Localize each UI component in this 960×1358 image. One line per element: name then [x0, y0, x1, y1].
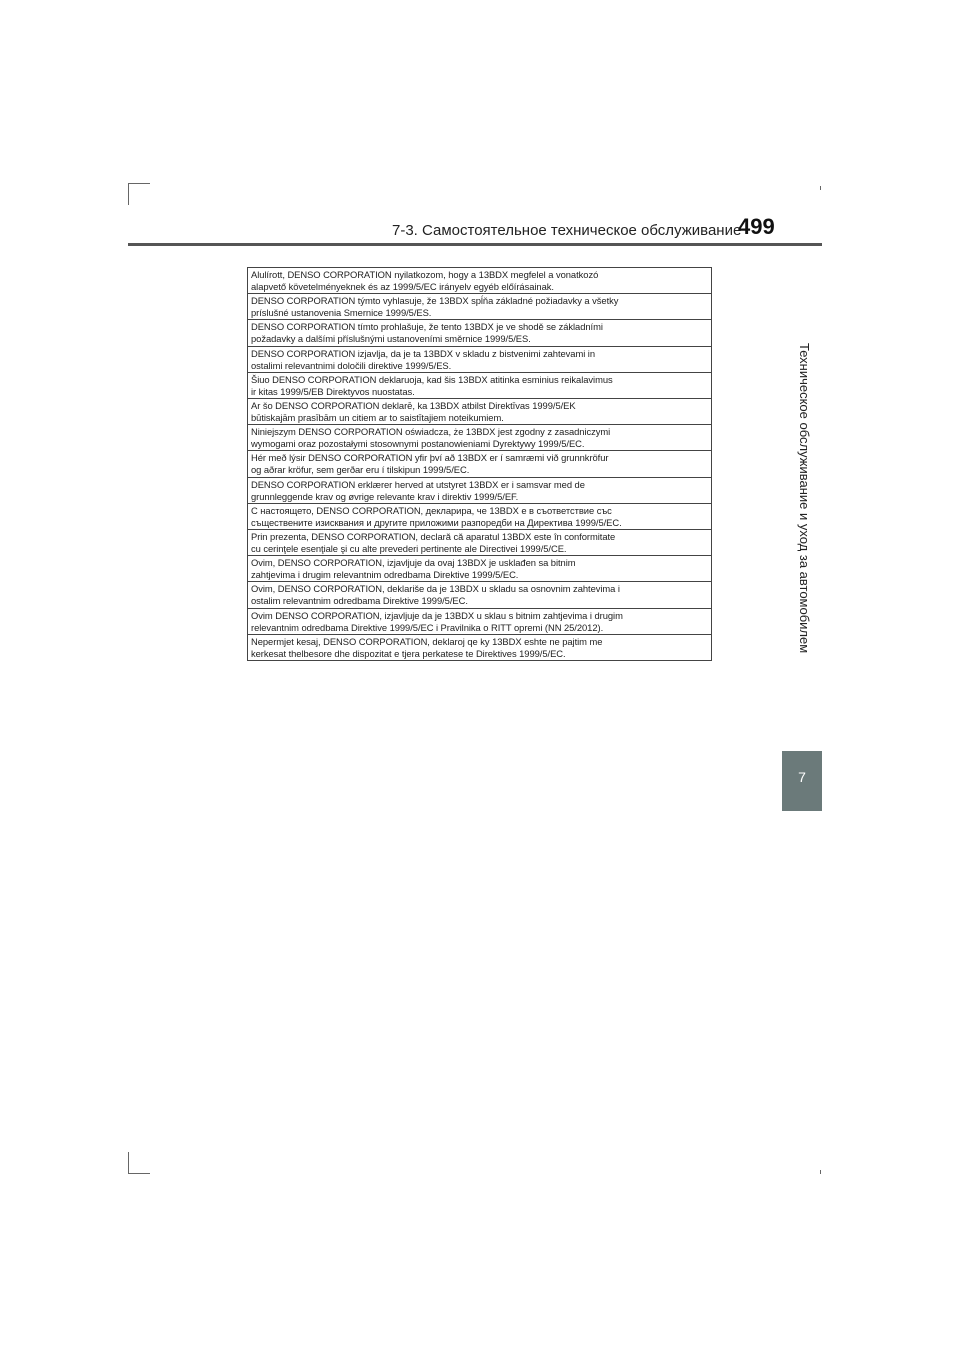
declaration-text: DENSO CORPORATION tímto prohlašuje, že tento 13BDX je ve shodě se základními	[251, 321, 603, 333]
declaration-row-polish	[248, 425, 711, 451]
crop-mark-top-left-vertical	[128, 183, 129, 205]
declaration-text: ir kitas 1999/5/EB Direktyvos nuostatas.	[251, 385, 415, 397]
declaration-row-romanian	[248, 530, 711, 556]
declaration-row-latvian	[248, 399, 711, 425]
declaration-text: съществените изисквания и другите приложими разпоредби на Директива 1999/5/ЕС.	[251, 516, 622, 528]
declaration-text: zahtjevima i drugim relevantnim odredbama Direktive 1999/5/EC.	[251, 569, 519, 581]
declaration-text: príslušné ustanovenia Smernice 1999/5/ES.	[251, 307, 432, 319]
header-divider	[128, 243, 822, 246]
declaration-text: kerkesat thelbesore dhe dispozitat e tjera perkatese te Direktives 1999/5/EC.	[251, 647, 566, 659]
declaration-text: Hér með lýsir DENSO CORPORATION yfir því að 13BDX er í samræmi við grunnkröfur	[251, 452, 609, 464]
declaration-text: DENSO CORPORATION izjavlja, da je ta 13BDX v skladu z bistvenimi zahtevami in	[251, 347, 596, 359]
declaration-row-serbian	[248, 582, 711, 608]
crop-mark-bottom-left-vertical	[128, 1152, 129, 1174]
chapter-side-label	[787, 248, 821, 748]
declaration-text: DENSO CORPORATION týmto vyhlasuje, že 13BDX spĺňa základné požiadavky a všetky	[251, 295, 619, 307]
declaration-text: ostalim relevantnim odredbama Direktive 1999/5/EC.	[251, 595, 468, 607]
chapter-title: Техническое обслуживание и уход за автомобилем	[797, 342, 812, 654]
declaration-text: relevantnim odredbama Direktive 1999/5/EC i Pravilnika o RITT opremi (NN 25/2012).	[251, 621, 604, 633]
section-title: 7-3. Самостоятельное техническое обслуживание	[392, 222, 742, 239]
declaration-row-lithuanian	[248, 373, 711, 399]
declaration-text: Niniejszym DENSO CORPORATION oświadcza, że 13BDX jest zgodny z zasadniczymi	[251, 426, 611, 438]
crop-mark-top-right	[820, 186, 821, 190]
declaration-text: cu cerinţele esenţiale şi cu alte prevederi pertinente ale Directivei 1999/5/CE.	[251, 543, 567, 555]
declaration-row-czech	[248, 320, 711, 346]
crop-mark-top-left-horizontal	[128, 183, 150, 184]
declaration-row-slovenian	[248, 347, 711, 373]
declaration-text: С настоящето, DENSO CORPORATION, декларира, че 13BDX е в съответствие със	[251, 504, 612, 516]
chapter-tab	[782, 751, 822, 811]
declaration-text: Ovim, DENSO CORPORATION, deklariše da je 13BDX u skladu sa osnovnim zahtevima i	[251, 583, 620, 595]
declaration-text: grunnleggende krav og øvrige relevante krav i direktiv 1999/5/EF.	[251, 490, 519, 502]
declaration-row-norwegian	[248, 478, 711, 504]
declaration-text: ostalimi relevantnimi določili direktive 1999/5/ES.	[251, 359, 452, 371]
declaration-text: Šiuo DENSO CORPORATION deklaruoja, kad šis 13BDX atitinka esminius reikalavimus	[251, 373, 613, 385]
declaration-text: alapvető követelményeknek és az 1999/5/EC irányelv egyéb előírásainak.	[251, 281, 554, 292]
declaration-text: Prin prezenta, DENSO CORPORATION, declară că aparatul 13BDX este în conformitate	[251, 531, 616, 543]
declaration-text: būtiskajām prasībām un citiem ar to saistītajiem noteikumiem.	[251, 412, 504, 424]
declaration-text: Nepermjet kesaj, DENSO CORPORATION, deklaroj qe ky 13BDX eshte ne pajtim me	[251, 635, 603, 647]
chapter-number: 7	[798, 769, 806, 785]
declaration-text: Ar šo DENSO CORPORATION deklarē, ka 13BDX atbilst Direktīvas 1999/5/EK	[251, 400, 576, 412]
declaration-text: Ovim, DENSO CORPORATION, izjavljuje da ovaj 13BDX je usklađen sa bitnim	[251, 557, 576, 569]
declaration-text: wymogami oraz pozostałymi stosownymi postanowieniami Dyrektywy 1999/5/EC.	[251, 438, 585, 450]
declaration-row-bulgarian	[248, 504, 711, 530]
declaration-text: DENSO CORPORATION erklærer herved at utstyret 13BDX er i samsvar med de	[251, 478, 585, 490]
crop-mark-bottom-right	[820, 1170, 821, 1174]
declaration-row-croatian	[248, 609, 711, 635]
declaration-text: og aðrar kröfur, sem gerðar eru í tilskipun 1999/5/EC.	[251, 464, 470, 476]
declaration-row-slovak	[248, 294, 711, 320]
crop-mark-bottom-left-horizontal	[128, 1173, 150, 1174]
declaration-text: Alulírott, DENSO CORPORATION nyilatkozom, hogy a 13BDX megfelel a vonatkozó	[251, 269, 599, 280]
declaration-text: požadavky a dalšími příslušnými ustanoveními směrnice 1999/5/ES.	[251, 333, 531, 345]
declaration-row-bosnian	[248, 556, 711, 582]
page-number: 499	[738, 214, 775, 239]
declaration-text: Ovim DENSO CORPORATION, izjavljuje da je 13BDX u sklau s bitnim zahtjevima i drugim	[251, 609, 623, 621]
declarations-table	[247, 267, 712, 661]
declaration-row-hungarian	[248, 268, 711, 294]
declaration-row-albanian	[248, 635, 711, 660]
declaration-row-icelandic	[248, 451, 711, 477]
